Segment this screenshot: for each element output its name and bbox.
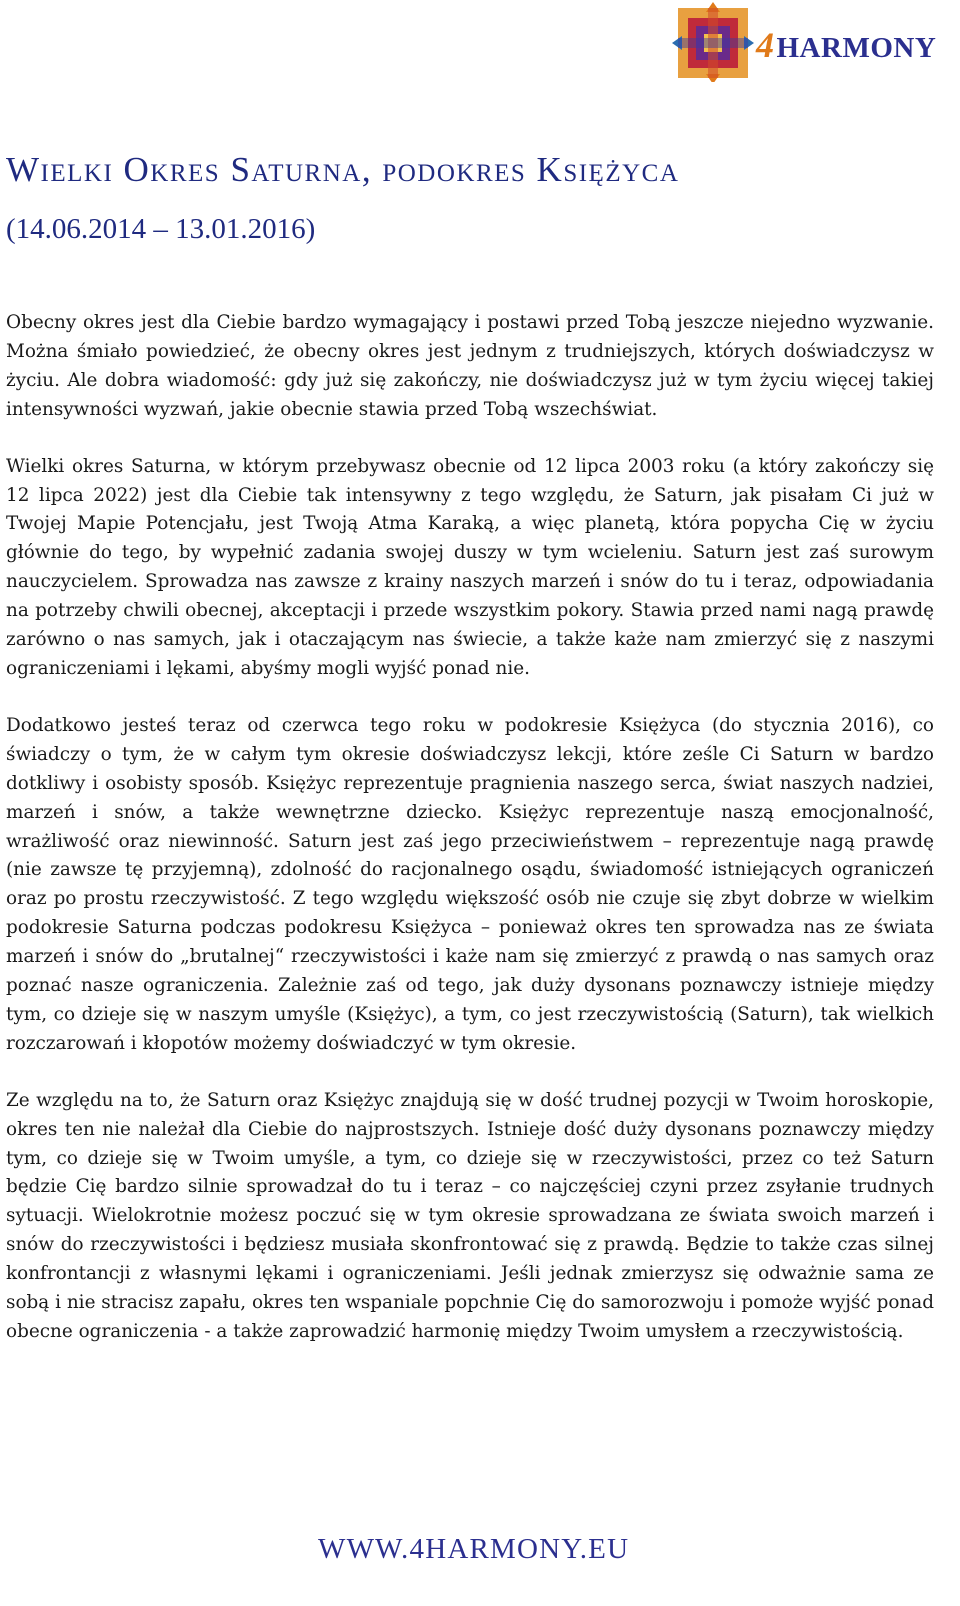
brand-four: 4 [756, 25, 775, 65]
article-body [6, 309, 934, 1375]
paragraph-2: Wielki okres Saturna, w którym przebywasz obecnie od 12 lipca 2003 roku (a który zakończy się 12 lipca 2022) jest dla Ciebie tak intensywny z tego względu, że Saturn, jak pisałam Ci już w Twojej Mapie Potencjału, jest Twoją Atma Karaką, a więc planetą, która popycha Cię w życiu głównie do tego, by wypełnić zadania swojej duszy w tym wcieleniu. Saturn jest zaś surowym nauczycielem. Sprowadza nas zawsze z krainy naszych marzeń i snów do tu i teraz, odpowiadania na potrzeby chwili obecnej, akceptacji i przede wszystkim pokory. Stawia przed nami nagą prawdę zarówno o nas samych, jak i otaczającym nas świecie, a także każe nam zmierzyć się z naszymi ograniczeniami i lękami, abyśmy mogli wyjść ponad nie. [6, 455, 934, 679]
mandala-logo-icon [668, 2, 758, 82]
date-range: (14.06.2014 – 13.01.2016) [6, 213, 316, 245]
logo [668, 2, 948, 82]
paragraph-1: Obecny okres jest dla Ciebie bardzo wymagający i postawi przed Tobą jeszcze niejedno wyzwanie. Można śmiało powiedzieć, że obecny okres jest jednym z trudniejszych, których doświadczysz w życiu. Ale dobra wiadomość: gdy już się zakończy, nie doświadczysz już w tym życiu więcej takiej intensywności wyzwań, jakie obecnie stawia przed Tobą wszechświat. [6, 312, 934, 420]
brand-name [756, 24, 936, 66]
paragraph-3: Dodatkowo jesteś teraz od czerwca tego roku w podokresie Księżyca (do stycznia 2016), co świadczy o tym, że w całym tym okresie doświadczysz lekcji, które ześle Ci Saturn w bardzo dotkliwy i osobisty sposób. Księżyc reprezentuje pragnienia naszego serca, świat naszych nadziei, marzeń i snów, a także wewnętrzne dziecko. Księżyc reprezentuje naszą emocjonalność, wrażliwość oraz niewinność. Saturn jest zaś jego przeciwieństwem – reprezentuje nagą prawdę (nie zawsze tę przyjemną), zdolność do racjonalnego osądu, świadomość istniejących ograniczeń oraz po prostu rzeczywistość. Z tego względu większość osób nie czuje się zbyt dobrze w wielkim podokresie Saturna podczas podokresu Księżyca – ponieważ okres ten sprowadza nas ze świata marzeń i snów do „brutalnej“ rzeczywistości i każe nam się zmierzyć z prawdą o nas samych oraz poznać nasze ograniczenia. Zależnie zaś od tego, jak duży dysonans poznawczy istnieje między tym, co dzieje się w naszym umyśle (Księżyc), a tym, co jest rzeczywistością (Saturn), tak wielkich rozczarowań i kłopotów możemy doświadczyć w tym okresie. [6, 714, 934, 1054]
brand-word: HARMONY [776, 32, 937, 64]
footer-url[interactable]: WWW.4HARMONY.EU [318, 1533, 630, 1565]
paragraph-4: Ze względu na to, że Saturn oraz Księżyc znajdują się w dość trudnej pozycji w Twoim horoskopie, okres ten nie należał dla Ciebie do najprostszych. Istnieje dość duży dysonans poznawczy między tym, co dzieje się w Twoim umyśle, a tym, co dzieje się w rzeczywistości, przez co też Saturn będzie Cię bardzo silnie sprowadzał do tu i teraz – co najczęściej czyni przez zsyłanie trudnych sytuacji. Wielokrotnie możesz poczuć się w tym okresie sprowadzana ze świata swoich marzeń i snów do rzeczywistości i będziesz musiała skonfrontować się z prawdą. Będzie to także czas silnej konfrontancji z własnymi lękami i ograniczeniami. Jeśli jednak zmierzysz się odważnie sama ze sobą i nie stracisz zapału, okres ten wspaniale popchnie Cię do samorozwoju i pomoże wyjść ponad obecne ograniczenia - a także zaprowadzić harmonię między Twoim umysłem a rzeczywistością. [6, 1089, 934, 1342]
page-title: Wielki Okres Saturna, podokres Księżyca [6, 150, 680, 189]
